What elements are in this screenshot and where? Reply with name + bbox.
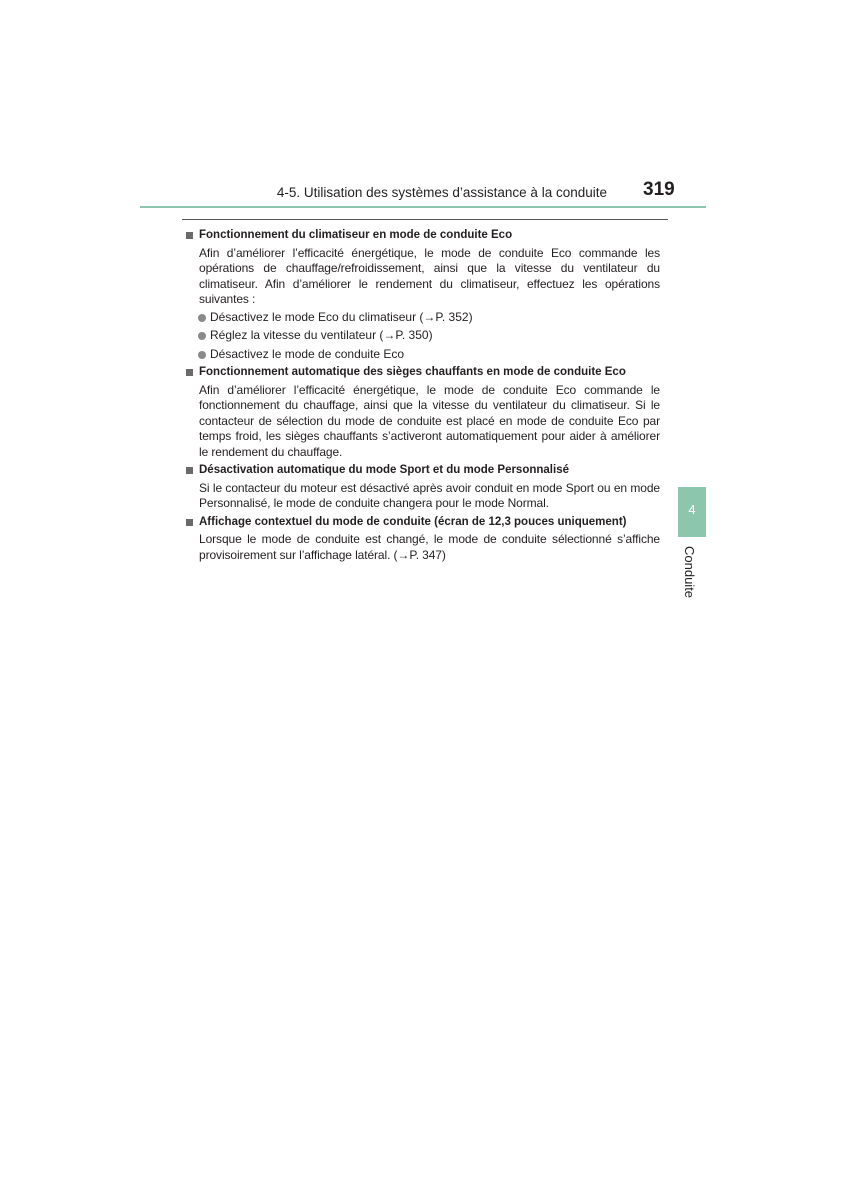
section-title-text: Fonctionnement automatique des sièges chauffants en mode de conduite Eco xyxy=(199,366,626,378)
page-content xyxy=(186,228,660,566)
square-bullet-icon xyxy=(186,369,193,376)
header-divider xyxy=(140,206,706,208)
content-top-divider xyxy=(182,219,668,220)
list-item xyxy=(186,328,660,344)
chapter-tab: 4 xyxy=(678,487,706,537)
square-bullet-icon xyxy=(186,467,193,474)
section-header-title: 4-5. Utilisation des systèmes d’assistance à la conduite xyxy=(276,185,607,200)
list-item-text: Désactivez le mode Eco du climatiseur (→P. 352) xyxy=(210,309,473,324)
section-sport-custom-deactivation xyxy=(186,463,660,512)
section-paragraph: Lorsque le mode de conduite est changé, le mode de conduite sélectionné s’affiche provisoirement sur l’affichage latéral. (→P. 347) xyxy=(199,532,660,562)
section-title-text: Affichage contextuel du mode de conduite (écran de 12,3 pouces uniquement) xyxy=(199,515,627,528)
chapter-name: Conduite xyxy=(682,546,697,599)
list-item xyxy=(186,347,660,363)
round-bullet-icon xyxy=(198,314,206,322)
section-title xyxy=(186,228,660,244)
section-title-text: Fonctionnement du climatiseur en mode de conduite Eco xyxy=(199,229,513,241)
bullet-list xyxy=(186,310,660,363)
list-item xyxy=(186,310,660,326)
section-heated-seats xyxy=(186,365,660,460)
section-title xyxy=(186,463,660,479)
section-title xyxy=(186,515,660,531)
section-eco-climate xyxy=(186,228,660,362)
list-item-text: Réglez la vitesse du ventilateur (→P. 350) xyxy=(210,328,433,342)
section-paragraph: Afin d’améliorer l’efficacité énergétique, le mode de conduite Eco commande le fonctionnement du chauffage, ainsi que la vitesse du ventilateur du climatiseur. Si le contacteur de sélection du mode de conduite est placé en mode de conduite Eco par temps froid, les sièges chauffants s’activeront automatiquement pour aider à améliorer le rendement du chauffage. xyxy=(199,382,660,459)
square-bullet-icon xyxy=(186,232,193,239)
section-title-text: Désactivation automatique du mode Sport et du mode Personnalisé xyxy=(199,464,569,476)
section-title xyxy=(186,365,660,381)
page-number: 319 xyxy=(643,179,675,200)
square-bullet-icon xyxy=(186,519,193,526)
list-item-text: Désactivez le mode de conduite Eco xyxy=(210,346,405,361)
section-drive-mode-popup xyxy=(186,515,660,564)
section-paragraph: Si le contacteur du moteur est désactivé après avoir conduit en mode Sport ou en mode Personnalisé, le mode de conduite changera pour le mode Normal. xyxy=(199,480,660,510)
section-paragraph: Afin d’améliorer l’efficacité énergétique, le mode de conduite Eco commande les opérations de chauffage/refroidissement, ainsi que la vitesse du ventilateur du climatiseur. Afin d’améliorer le rendement du climatiseur, effectuez les opérations suivantes : xyxy=(199,245,660,306)
round-bullet-icon xyxy=(198,351,206,359)
round-bullet-icon xyxy=(198,332,206,340)
